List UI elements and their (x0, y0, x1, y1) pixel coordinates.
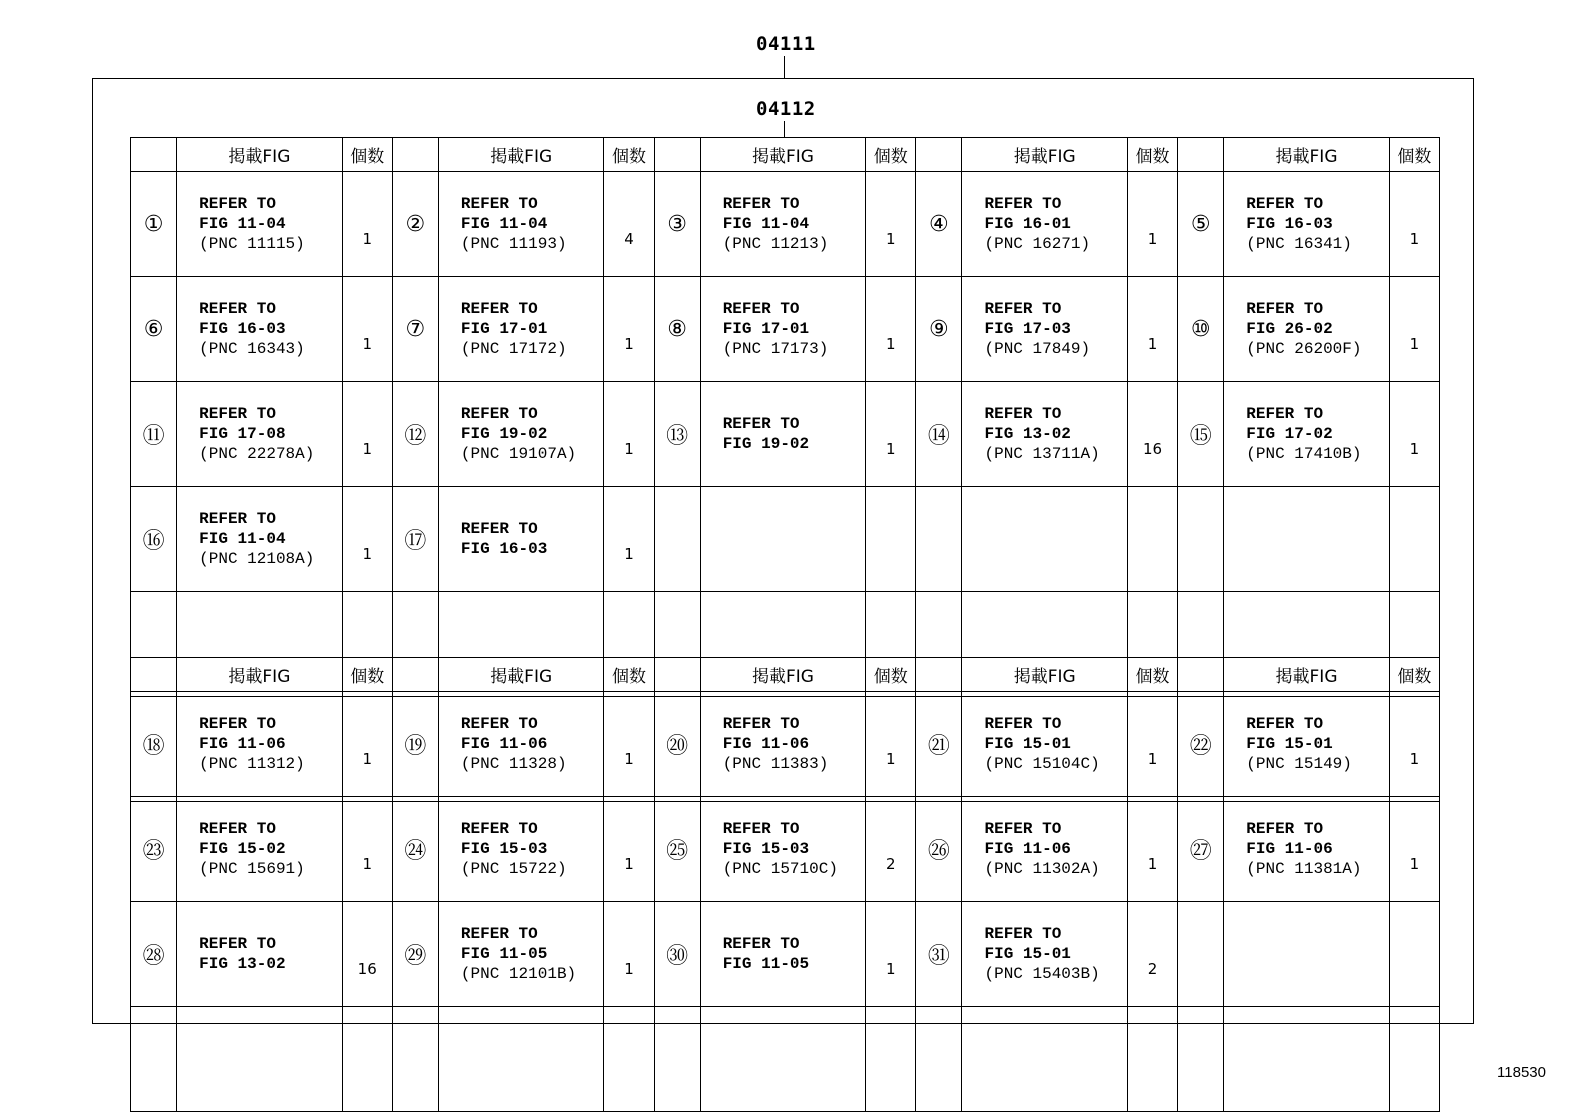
figure-reference (438, 797, 604, 902)
item-number: ㉘ (131, 902, 177, 1007)
header-qty: 個数 (342, 658, 392, 692)
figure-reference (438, 277, 604, 382)
quantity: 1 (866, 692, 916, 797)
pnc-code: (PNC 15691) (199, 860, 305, 878)
fig-code: FIG 11-06 (722, 735, 810, 753)
figure-reference (1224, 277, 1390, 382)
fig-code: FIG 11-06 (1246, 840, 1333, 858)
pnc-code: (PNC 16343) (199, 340, 305, 358)
figure-reference (962, 487, 1128, 592)
figure-reference (962, 382, 1128, 487)
item-number: ⑮ (1178, 382, 1224, 487)
fig-code: FIG 15-03 (722, 840, 810, 858)
quantity: 1 (604, 692, 654, 797)
fig-code: FIG 17-02 (1246, 425, 1333, 443)
item-number: ② (392, 172, 438, 277)
item-number: ⑨ (916, 277, 962, 382)
item-number: ⑪ (131, 382, 177, 487)
quantity: 1 (604, 277, 654, 382)
item-number: ㉔ (392, 797, 438, 902)
quantity: 1 (1127, 277, 1177, 382)
header-fig: 掲載FIG (177, 138, 343, 172)
table-row (131, 797, 1440, 902)
quantity (866, 1007, 916, 1112)
pnc-code: (PNC 17849) (984, 340, 1091, 358)
pnc-code: (PNC 11383) (722, 755, 829, 773)
quantity (604, 1007, 654, 1112)
fig-code: FIG 17-08 (199, 425, 286, 443)
quantity: 1 (604, 902, 654, 1007)
figure-reference (1224, 797, 1390, 902)
figure-reference (177, 487, 343, 592)
refer-to-text: REFER TO (984, 715, 1062, 733)
header-qty: 個数 (604, 658, 654, 692)
header-fig: 掲載FIG (1224, 658, 1390, 692)
quantity: 4 (604, 172, 654, 277)
refer-to-text: REFER TO (199, 195, 276, 213)
header-qty: 個数 (1127, 658, 1177, 692)
fig-code: FIG 13-02 (199, 955, 286, 973)
pnc-code: (PNC 11193) (460, 235, 567, 253)
item-number: ⑥ (131, 277, 177, 382)
refer-to-text: REFER TO (984, 195, 1062, 213)
fig-code: FIG 15-01 (984, 735, 1071, 753)
fig-code: FIG 11-06 (460, 735, 548, 753)
fig-code: FIG 11-05 (722, 955, 810, 973)
figure-reference (177, 277, 343, 382)
item-number: ⑩ (1178, 277, 1224, 382)
quantity: 1 (342, 172, 392, 277)
quantity: 1 (1127, 797, 1177, 902)
refer-to-text: REFER TO (199, 405, 276, 423)
refer-to-text: REFER TO (984, 405, 1062, 423)
quantity: 1 (342, 277, 392, 382)
refer-to-text: REFER TO (1246, 300, 1324, 318)
pnc-code: (PNC 19107A) (460, 445, 577, 463)
quantity: 1 (342, 797, 392, 902)
figure-reference (177, 382, 343, 487)
fig-code: FIG 17-03 (984, 320, 1071, 338)
refer-to-text: REFER TO (984, 300, 1062, 318)
fig-code: FIG 15-03 (460, 840, 548, 858)
refer-to-text: REFER TO (984, 925, 1062, 943)
item-number: ⑬ (654, 382, 700, 487)
table-row (131, 1007, 1440, 1112)
item-number: ㉛ (916, 902, 962, 1007)
item-number (654, 487, 700, 592)
figure-reference (700, 487, 866, 592)
fig-code: FIG 11-05 (460, 945, 548, 963)
fig-code: FIG 15-01 (1246, 735, 1333, 753)
quantity: 1 (1389, 172, 1439, 277)
item-number: ⑦ (392, 277, 438, 382)
item-number: ⑧ (654, 277, 700, 382)
figure-reference (700, 902, 866, 1007)
refer-to-text: REFER TO (1246, 820, 1324, 838)
header-index (916, 138, 962, 172)
refer-to-text: REFER TO (722, 935, 800, 953)
fig-code: FIG 19-02 (722, 435, 810, 453)
refer-to-text: REFER TO (199, 820, 276, 838)
figure-reference (438, 172, 604, 277)
refer-to-text: REFER TO (460, 195, 538, 213)
refer-to-text: REFER TO (199, 935, 276, 953)
pnc-code: (PNC 11328) (460, 755, 567, 773)
refer-to-text: REFER TO (1246, 195, 1324, 213)
header-index (1178, 138, 1224, 172)
figure-reference (438, 902, 604, 1007)
header-qty: 個数 (1389, 658, 1439, 692)
item-number: ⑱ (131, 692, 177, 797)
item-number (1178, 902, 1224, 1007)
figure-reference (438, 382, 604, 487)
quantity: 1 (342, 692, 392, 797)
fig-code: FIG 16-03 (199, 320, 286, 338)
item-number (392, 1007, 438, 1112)
pnc-code: (PNC 11381A) (1246, 860, 1362, 878)
quantity: 1 (1389, 692, 1439, 797)
refer-to-text: REFER TO (984, 820, 1062, 838)
header-fig: 掲載FIG (962, 138, 1128, 172)
pnc-code: (PNC 15403B) (984, 965, 1100, 983)
header-index (131, 658, 177, 692)
quantity (866, 487, 916, 592)
inner-assembly-label: 04112 (756, 98, 816, 120)
fig-code: FIG 11-06 (199, 735, 286, 753)
pnc-code: (PNC 17173) (722, 340, 829, 358)
item-number: ⑰ (392, 487, 438, 592)
quantity: 1 (866, 902, 916, 1007)
pnc-code: (PNC 12101B) (460, 965, 577, 983)
quantity: 1 (342, 487, 392, 592)
quantity (1389, 1007, 1439, 1112)
item-number: ㉚ (654, 902, 700, 1007)
fig-code: FIG 17-01 (460, 320, 548, 338)
pnc-code: (PNC 26200F) (1246, 340, 1362, 358)
figure-reference (700, 277, 866, 382)
quantity: 1 (604, 382, 654, 487)
figure-reference (438, 692, 604, 797)
table-row (131, 277, 1440, 382)
refer-to-text: REFER TO (199, 715, 276, 733)
refer-to-text: REFER TO (460, 300, 538, 318)
pnc-code: (PNC 15104C) (984, 755, 1100, 773)
figure-reference (700, 692, 866, 797)
header-qty: 個数 (1389, 138, 1439, 172)
fig-code: FIG 11-04 (199, 215, 286, 233)
figure-reference (1224, 692, 1390, 797)
item-number: ⑲ (392, 692, 438, 797)
figure-number: 118530 (1497, 1064, 1546, 1081)
outer-leader-line (784, 56, 785, 78)
item-number (916, 487, 962, 592)
table-row (131, 692, 1440, 797)
refer-to-text: REFER TO (1246, 405, 1324, 423)
header-qty: 個数 (1127, 138, 1177, 172)
pnc-code: (PNC 11312) (199, 755, 305, 773)
header-qty: 個数 (866, 658, 916, 692)
header-index (131, 138, 177, 172)
item-number (916, 1007, 962, 1112)
fig-code: FIG 13-02 (984, 425, 1071, 443)
figure-reference (700, 382, 866, 487)
refer-to-text: REFER TO (722, 300, 800, 318)
quantity: 16 (1127, 382, 1177, 487)
item-number (131, 1007, 177, 1112)
refer-to-text: REFER TO (199, 300, 276, 318)
figure-reference (1224, 1007, 1390, 1112)
header-fig: 掲載FIG (962, 658, 1128, 692)
quantity (1127, 1007, 1177, 1112)
quantity (342, 1007, 392, 1112)
quantity: 16 (342, 902, 392, 1007)
quantity: 1 (866, 277, 916, 382)
refer-to-text: REFER TO (460, 820, 538, 838)
table-header-row (131, 138, 1440, 172)
pnc-code: (PNC 15722) (460, 860, 567, 878)
fig-code: FIG 17-01 (722, 320, 810, 338)
quantity (1389, 487, 1439, 592)
table-row (131, 382, 1440, 487)
quantity: 1 (1127, 172, 1177, 277)
header-index (392, 658, 438, 692)
item-number (654, 1007, 700, 1112)
pnc-code: (PNC 15710C) (722, 860, 838, 878)
quantity (1127, 487, 1177, 592)
figure-reference (962, 692, 1128, 797)
figure-reference (438, 487, 604, 592)
item-number: ⑯ (131, 487, 177, 592)
figure-reference (700, 172, 866, 277)
table-row (131, 487, 1440, 592)
header-fig: 掲載FIG (177, 658, 343, 692)
table-header-row (131, 658, 1440, 692)
item-number: ③ (654, 172, 700, 277)
quantity: 1 (1127, 692, 1177, 797)
header-fig: 掲載FIG (700, 138, 866, 172)
refer-to-text: REFER TO (722, 820, 800, 838)
fig-code: FIG 26-02 (1246, 320, 1333, 338)
header-qty: 個数 (342, 138, 392, 172)
refer-to-text: REFER TO (460, 715, 538, 733)
figure-reference (962, 1007, 1128, 1112)
fig-code: FIG 15-01 (984, 945, 1071, 963)
refer-to-text: REFER TO (722, 195, 800, 213)
header-index (654, 138, 700, 172)
quantity: 1 (1389, 797, 1439, 902)
refer-to-text: REFER TO (722, 415, 800, 433)
quantity: 2 (1127, 902, 1177, 1007)
quantity: 1 (342, 382, 392, 487)
figure-reference (1224, 172, 1390, 277)
header-index (392, 138, 438, 172)
item-number: ⑫ (392, 382, 438, 487)
header-index (1178, 658, 1224, 692)
figure-reference (177, 1007, 343, 1112)
fig-code: FIG 16-03 (460, 540, 548, 558)
quantity: 1 (866, 382, 916, 487)
pnc-code: (PNC 16341) (1246, 235, 1352, 253)
item-number: ㉗ (1178, 797, 1224, 902)
pnc-code: (PNC 12108A) (199, 550, 315, 568)
pnc-code: (PNC 11213) (722, 235, 829, 253)
header-fig: 掲載FIG (1224, 138, 1390, 172)
pnc-code: (PNC 16271) (984, 235, 1091, 253)
pnc-code: (PNC 13711A) (984, 445, 1100, 463)
item-number (1178, 487, 1224, 592)
figure-reference (962, 277, 1128, 382)
figure-reference (962, 172, 1128, 277)
item-number: ⑤ (1178, 172, 1224, 277)
figure-reference (177, 797, 343, 902)
header-fig: 掲載FIG (700, 658, 866, 692)
pnc-code: (PNC 11302A) (984, 860, 1100, 878)
figure-reference (1224, 487, 1390, 592)
item-number: ⑭ (916, 382, 962, 487)
item-number (1178, 1007, 1224, 1112)
pnc-code: (PNC 15149) (1246, 755, 1352, 773)
refer-to-text: REFER TO (199, 510, 276, 528)
refer-to-text: REFER TO (722, 715, 800, 733)
item-number: ㉓ (131, 797, 177, 902)
figure-reference (1224, 902, 1390, 1007)
quantity: 1 (1389, 382, 1439, 487)
header-index (654, 658, 700, 692)
parts-table-2 (130, 657, 1440, 1112)
figure-reference (700, 1007, 866, 1112)
figure-reference (1224, 382, 1390, 487)
table-row (131, 172, 1440, 277)
header-fig: 掲載FIG (438, 658, 604, 692)
item-number: ④ (916, 172, 962, 277)
figure-reference (962, 902, 1128, 1007)
fig-code: FIG 19-02 (460, 425, 548, 443)
pnc-code: (PNC 22278A) (199, 445, 315, 463)
item-number: ㉖ (916, 797, 962, 902)
pnc-code: (PNC 11115) (199, 235, 305, 253)
fig-code: FIG 11-04 (722, 215, 810, 233)
quantity (1389, 902, 1439, 1007)
figure-reference (438, 1007, 604, 1112)
pnc-code: (PNC 17410B) (1246, 445, 1362, 463)
fig-code: FIG 16-03 (1246, 215, 1333, 233)
fig-code: FIG 11-04 (460, 215, 548, 233)
header-qty: 個数 (866, 138, 916, 172)
outer-assembly-label: 04111 (756, 33, 816, 55)
quantity: 1 (604, 797, 654, 902)
figure-reference (700, 797, 866, 902)
refer-to-text: REFER TO (460, 520, 538, 538)
quantity: 2 (866, 797, 916, 902)
item-number: ① (131, 172, 177, 277)
header-index (916, 658, 962, 692)
figure-reference (177, 692, 343, 797)
figure-reference (177, 172, 343, 277)
item-number: ㉒ (1178, 692, 1224, 797)
quantity: 1 (1389, 277, 1439, 382)
figure-reference (962, 797, 1128, 902)
item-number: ㉑ (916, 692, 962, 797)
refer-to-text: REFER TO (460, 925, 538, 943)
refer-to-text: REFER TO (460, 405, 538, 423)
parts-table-2-grid (130, 657, 1440, 1112)
pnc-code: (PNC 17172) (460, 340, 567, 358)
figure-reference (177, 902, 343, 1007)
quantity: 1 (604, 487, 654, 592)
fig-code: FIG 15-02 (199, 840, 286, 858)
header-qty: 個数 (604, 138, 654, 172)
fig-code: FIG 11-06 (984, 840, 1071, 858)
item-number: ⑳ (654, 692, 700, 797)
table-row (131, 902, 1440, 1007)
fig-code: FIG 11-04 (199, 530, 286, 548)
item-number: ㉕ (654, 797, 700, 902)
quantity: 1 (866, 172, 916, 277)
fig-code: FIG 16-01 (984, 215, 1071, 233)
refer-to-text: REFER TO (1246, 715, 1324, 733)
inner-leader-line (784, 121, 785, 137)
item-number: ㉙ (392, 902, 438, 1007)
header-fig: 掲載FIG (438, 138, 604, 172)
